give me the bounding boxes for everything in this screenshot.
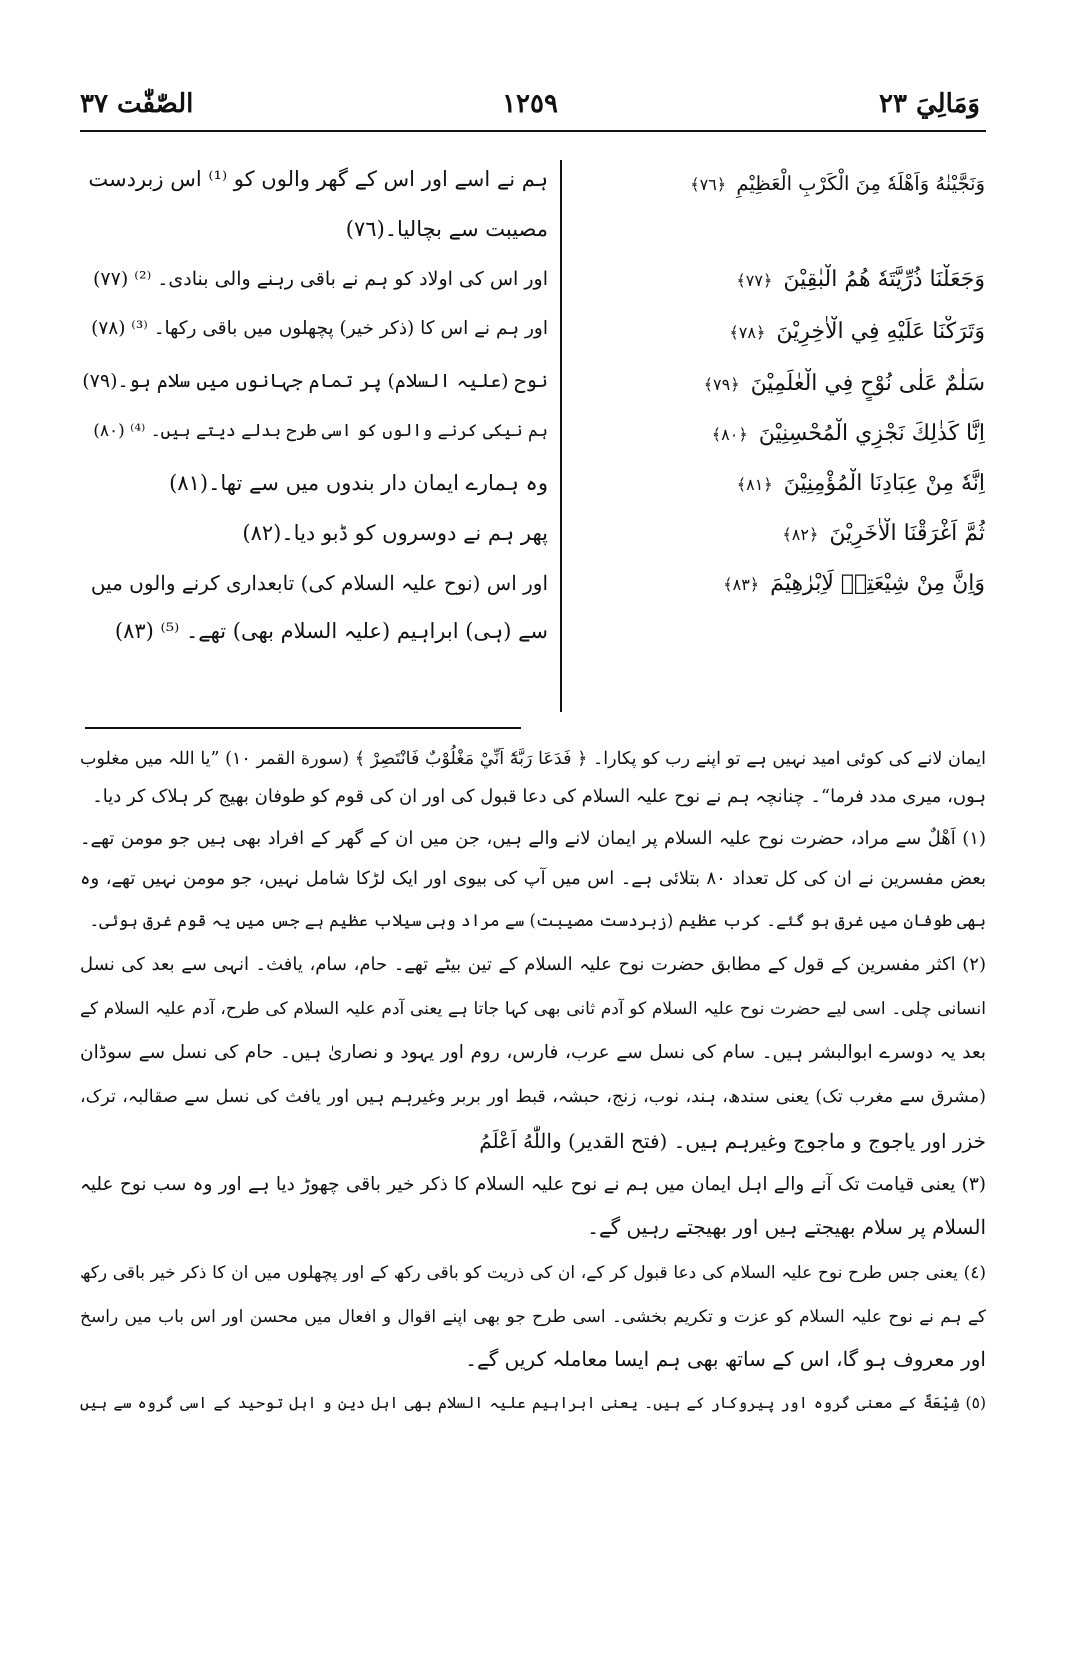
translation-line: اور ہم نے اس کا (ذکر خیر) پچھلوں میں باقی رکھا۔ ⁽³⁾ (٧٨)	[91, 318, 548, 339]
ayah-number-marker: ﴿٧٩﴾	[703, 375, 740, 394]
header-rule	[80, 130, 986, 132]
translation-line: ہم نیکی کرنے والوں کو اسی طرح بدلے دیتے ہیں۔ ⁽⁴⁾ (٨٠)	[93, 421, 548, 441]
ayah-79: سَلٰمٌ عَلٰى نُوْحٍ فِي الْعٰلَمِيْنَ ﴿٧٩﴾	[703, 371, 985, 396]
page-number: ١٢٥٩	[502, 89, 558, 119]
note-line: خزر اور یاجوج و ماجوج وغیرہم ہیں۔ (فتح القدیر) واللّٰهُ اَعْلَمُ	[479, 1129, 986, 1153]
note-line: (٤) یعنی جس طرح نوح علیہ السلام کی دعا قبول کر کے، ان کی ذریت کو باقی رکھ کے اور پچھلوں میں ان کا ذکر خیر باقی رکھ	[80, 1263, 986, 1283]
translation-line: ہم نے اسے اور اس کے گھر والوں کو ⁽¹⁾ اس زبردست	[88, 167, 548, 191]
note-line: (٢) اکثر مفسرین کے قول کے مطابق حضرت نوح علیہ السلام کے تین بیٹے تھے۔ حام، سام، یافث۔ انہی سے بعد کی نسل	[80, 954, 986, 975]
ayah-80: اِنَّا كَذٰلِكَ نَجْزِي الْمُحْسِنِيْنَ ﴿٨٠﴾	[711, 421, 985, 446]
note-line: انسانی چلی۔ اسی لیے حضرت نوح علیہ السلام کو آدم ثانی بھی کہا جاتا ہے یعنی آدم علیہ السلام کی طرح، آدم علیہ السلام کے	[80, 999, 986, 1019]
note-line: بعد یہ دوسرے ابوالبشر ہیں۔ سام کی نسل سے عرب، فارس، روم اور یہود و نصاریٰ ہیں۔ حام کی نسل سے سوڈان	[80, 1042, 986, 1063]
juz-label: وَمَالِيَ ٢٣	[879, 89, 980, 119]
surah-label: الصّٰفّٰت ٣٧	[80, 89, 194, 119]
note-line: (٥) شِيْعَةٌ کے معنی گروہ اور پیروکار کے ہیں۔ یعنی ابراہیم علیہ السلام بھی اہل دین و اہل توحید کے اسی گروہ سے ہیں	[80, 1394, 986, 1412]
footnote-rule	[85, 727, 521, 729]
ayah-78: وَتَرَكْنَا عَلَيْهِ فِي الْاٰخِرِيْنَ ﴿٧٨﴾	[729, 319, 985, 344]
ayah-82: ثُمَّ اَغْرَقْنَا الْاٰخَرِيْنَ ﴿٨٢﴾	[782, 521, 985, 546]
note-line: (٣) یعنی قیامت تک آنے والے اہل ایمان میں ہم نے نوح علیہ السلام کا ذکر خیر باقی چھوڑ دیا ہے اور وہ سب نوح علیہ	[80, 1174, 986, 1195]
note-line: بھی طوفان میں غرق ہو گئے۔ کرب عظیم (زبردست مصیبت) سے مراد وہی سیلاب عظیم ہے جس میں یہ قوم غرق ہوئی۔	[89, 911, 986, 930]
ayah-number-marker: ﴿٧٨﴾	[729, 323, 766, 342]
translation-line: اور اس کی اولاد کو ہم نے باقی رہنے والی بنادی۔ ⁽²⁾ (٧٧)	[92, 268, 548, 290]
page-header	[80, 82, 980, 126]
ayah-83: وَاِنَّ مِنْ شِيْعَتِهٖ لَاِبْرٰهِيْمَ ﴿٨٣﴾	[723, 571, 985, 596]
note-line: السلام پر سلام بھیجتے ہیں اور بھیجتے رہیں گے۔	[587, 1215, 986, 1239]
ayah-number-marker: ﴿٨١﴾	[736, 475, 773, 494]
translation-line: نوح (علیہ السلام) پر تمام جہانوں میں سلام ہو۔(٧٩)	[82, 370, 548, 392]
ayah-76: وَنَجَّيْنٰهُ وَاَهْلَهٗ مِنَ الْكَرْبِ الْعَظِيْمِ ﴿٧٦﴾	[690, 172, 985, 195]
translation-line: وہ ہمارے ایمان دار بندوں میں سے تھا۔(٨١)	[169, 471, 548, 495]
ayah-81: اِنَّهٗ مِنْ عِبَادِنَا الْمُؤْمِنِيْنَ ﴿٨١﴾	[736, 471, 985, 496]
note-line: ایمان لانے کی کوئی امید نہیں ہے تو اپنے رب کو پکارا۔ ﴿ فَدَعَا رَبَّهٗٓ اَنِّيْ مَغْلُوْبٌ فَانْتَصِرْ ﴾ (سورة القمر ١٠) ”یا اللہ میں مغلوب	[80, 749, 986, 769]
note-line: اور معروف ہو گا، اس کے ساتھ بھی ہم ایسا معاملہ کریں گے۔	[465, 1347, 986, 1371]
note-line: (مشرق سے مغرب تک) یعنی سندھ، ہند، نوب، زنج، حبشہ، قبط اور بربر وغیرہم ہیں اور یافث کی نسل سے صقالبہ، ترک،	[80, 1087, 986, 1107]
note-line: بعض مفسرین نے ان کی کل تعداد ٨٠ بتلائی ہے۔ اس میں آپ کی بیوی اور ایک لڑکا شامل نہیں، جو مومن نہیں تھے، وہ	[80, 868, 986, 889]
translation-line: مصیبت سے بچالیا۔(٧٦)	[345, 217, 548, 241]
ayah-number-marker: ﴿٧٧﴾	[736, 271, 773, 290]
column-divider	[560, 160, 562, 712]
translation-line: سے (ہی) ابراہیم (علیہ السلام بھی) تھے۔ ⁽⁵⁾ (٨٣)	[114, 619, 548, 643]
ayah-77: وَجَعَلْنَا ذُرِّيَّتَهٗ هُمُ الْبٰقِيْنَ ﴿٧٧﴾	[736, 267, 985, 292]
ayah-number-marker: ﴿٨٠﴾	[711, 425, 748, 444]
ayah-number-marker: ﴿٧٦﴾	[690, 175, 727, 194]
translation-line: پھر ہم نے دوسروں کو ڈبو دیا۔(٨٢)	[242, 521, 548, 545]
translation-line: اور اس (نوح علیہ السلام کی) تابعداری کرنے والوں میں	[90, 571, 548, 595]
ayah-number-marker: ﴿٨٢﴾	[782, 525, 819, 544]
note-line: ہوں، میری مدد فرما“۔ چنانچہ ہم نے نوح علیہ السلام کی دعا قبول کی اور ان کی قوم کو طوفان بھیج کر ہلاک کر دیا۔	[92, 786, 986, 807]
note-line: کے ہم نے نوح علیہ السلام کو عزت و تکریم بخشی۔ اسی طرح جو بھی اپنے اقوال و افعال میں محسن اور اس باب میں راسخ	[80, 1307, 986, 1327]
ayah-number-marker: ﴿٨٣﴾	[723, 575, 760, 594]
note-line: (١) اَهْلٌ سے مراد، حضرت نوح علیہ السلام پر ایمان لانے والے ہیں، جن میں ان کے گھر کے افراد بھی ہیں جو مومن تھے۔	[80, 828, 986, 849]
